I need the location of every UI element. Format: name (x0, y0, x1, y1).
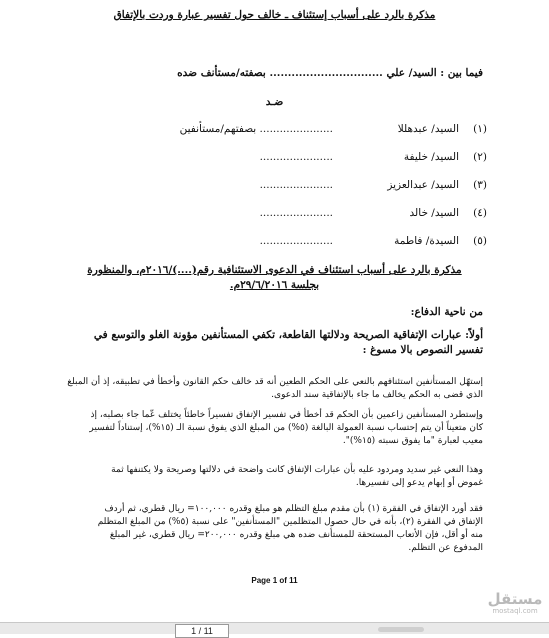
party-name: السيدة/ فاطمة (394, 235, 459, 247)
paragraph-line: فقد أورد الإتفاق في الفقرة (١) بأن مقدم مبلغ التظلم هو مبلغ وقدره ١٠٠,٠٠٠= ريال قطري، ثم أردف (104, 504, 483, 514)
scroll-handle[interactable] (378, 627, 424, 632)
paragraph-line: الإتفاق في الفقرة (٢)، بأنه في حال حصول المتظلمين "المستأنفين" على نسبة (٥%) من المبلغ المتظلم (97, 517, 483, 527)
party-role: ...................... بصفتهم/مستأنفين (179, 123, 333, 135)
document-title: مذكرة بالرد على أسباب إستئناف ـ خالف حول تفسير عبارة وردت بالإتفاق (113, 9, 436, 21)
party-role: ...................... (259, 151, 333, 163)
page-indicator-input[interactable]: 1 / 11 (175, 624, 229, 638)
party-role: ...................... (259, 207, 333, 219)
between-line: فيما بين : السيد/ علي ............................... بصفته/مستأنف ضده (177, 67, 483, 79)
watermark-arabic: مستقل (487, 590, 543, 608)
viewer-bottom-bar (0, 622, 549, 634)
party-role: ...................... (259, 235, 333, 247)
watermark-latin: mostaql.com (492, 607, 538, 615)
party-name: السيد/ خليفة (403, 151, 459, 163)
party-number: (٢) (473, 151, 487, 163)
party-name: السيد/ عبدالعزيز (387, 179, 459, 191)
subject-line-1: مذكرة بالرد على أسباب استئناف في الدعوى الاستئنافية رقم(....)/٢٠١٦م، والمنظورة (87, 264, 462, 276)
paragraph-line: غموض أو إبهام يدعو إلى تفسيرها. (355, 478, 483, 488)
mostaql-watermark-logo (487, 591, 543, 615)
paragraph-line: الذي قضى به الحكم يخالف ما جاء بالإتفاقية سند الدعوى. (271, 390, 483, 400)
paragraph-line: منه أو أقل، فإن الأتعاب المستحقة للمستأنف ضده هي مبلغ وقدره ٢٠٠,٠٠٠= ريال قطري، غير المبلغ (109, 530, 483, 540)
party-role: ...................... (259, 179, 333, 191)
party-name: السيد/ عبدهللا (397, 123, 459, 135)
party-number: (١) (473, 123, 487, 135)
defense-heading: من ناحية الدفاع: (410, 306, 483, 318)
paragraph-line: المدفوع عن التظلم. (408, 543, 483, 553)
against-label: ضـد (265, 96, 284, 108)
party-number: (٤) (473, 207, 487, 219)
paragraph-line: معيب لعبارة "ما يفوق نسبته (١٥%)". (342, 436, 483, 446)
section-heading-line-2: تفسير النصوص بالا مسوغ : (362, 344, 483, 356)
party-number: (٣) (473, 179, 487, 191)
paragraph-line: كان متعيناً أن يتم إحتساب نسبة العمولة البالغة (٥%) من المبلغ الذي يفوق نسبة الـ (١٥%)، إستناداً لتفسير (89, 423, 483, 433)
paragraph-line: وهذا النعي غير سديد ومردود عليه بأن عبارات الإتفاق كانت واضحة في دلالتها وصريحة ولا يكتنفها ثمة (111, 465, 483, 475)
party-name: السيد/ خالد (409, 207, 459, 219)
paragraph-line: إستهّل المستأنفين استئنافهم بالنعي على الحكم الطعين أنه قد خالف حكم القانون وأخطأ في تطبيقه، إذ أن المبلغ (67, 377, 483, 387)
page-footer: Page 1 of 11 (251, 576, 298, 585)
paragraph-line: وإستطرد المستأنفين زاعمين بأن الحكم قد أخطأ في تفسير الإتفاق تفسيراً خاطئاً يختلف عّما جاء بصلبه، إذ (90, 410, 483, 420)
section-heading-line-1: أولاً: عبارات الإتفاقية الصريحة ودلالتها القاطعة، تكفي المستأنفين مؤونة الغلو والتوسع في (93, 329, 483, 341)
subject-line-2: بجلسة ٢٩/٦/٢٠١٦م. (229, 279, 320, 291)
party-number: (٥) (473, 235, 487, 247)
